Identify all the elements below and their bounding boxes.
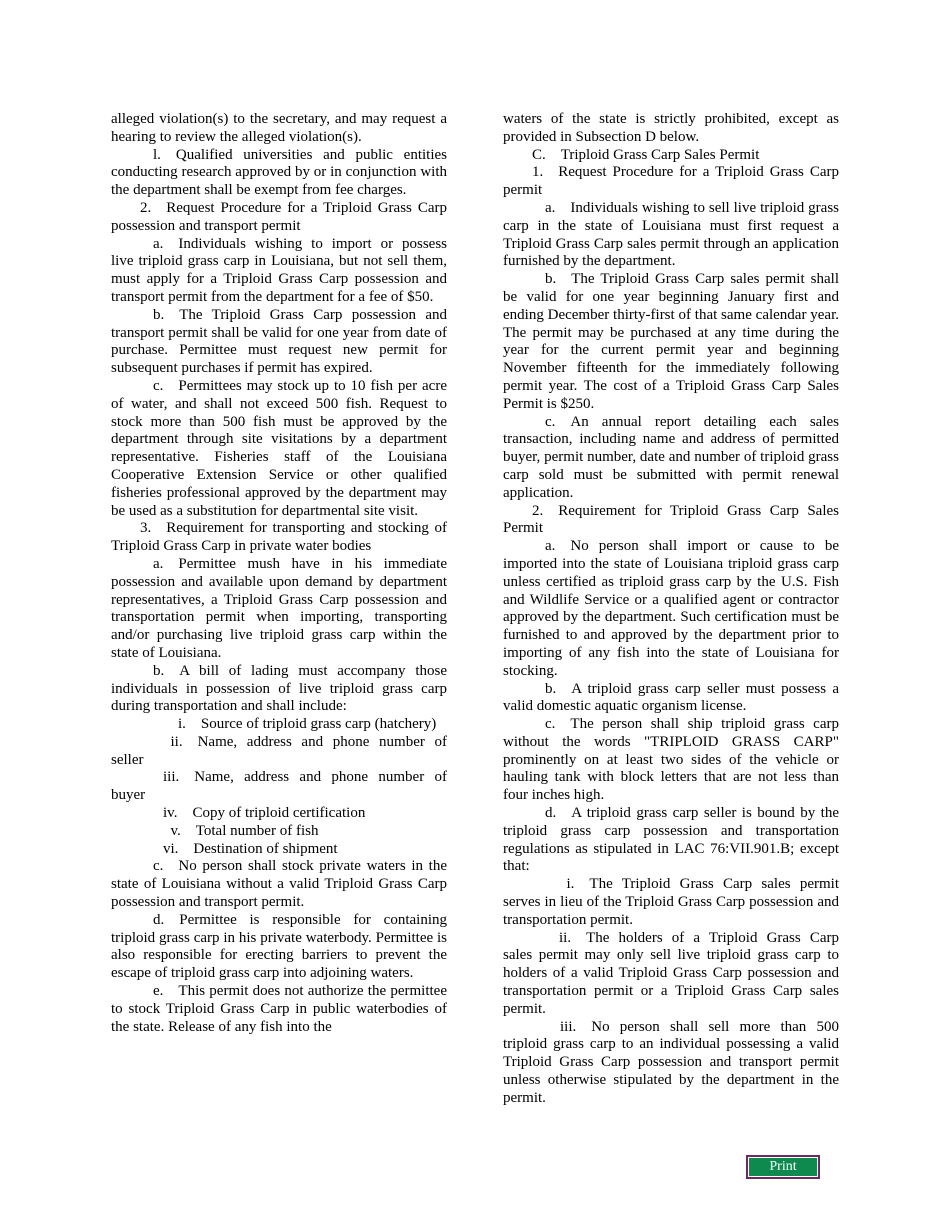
paragraph: b. The Triploid Grass Carp sales permit shall be valid for one year beginning January first and ending December thirty-first of that same calendar year. The permit may be purchased at any time during the year for the current permit year and beginning November fifteenth for the immediately following permit year. The cost of a Triploid Grass Carp Sales Permit is $250. [503,271,839,412]
paragraph: C. Triploid Grass Carp Sales Permit [532,146,760,163]
paragraph: d. A triploid grass carp seller is bound by the triploid grass carp possession and transportation regulations as stipulated in LAC 76:VII.901.B; except that: [503,805,839,875]
paragraph: 3. Requirement for transporting and stocking of Triploid Grass Carp in private water bodies [111,520,447,555]
paragraph: a. Permittee mush have in his immediate possession and available upon demand by department representatives, a Triploid Grass Carp possession and transportation permit when importing, transporting and/or purchasing live triploid grass carp within the state of Louisiana. [111,555,447,661]
paragraph: c. No person shall stock private waters in the state of Louisiana without a valid Triploid Grass Carp possession and transport permit. [111,858,447,911]
paragraph: a. Individuals wishing to sell live triploid grass carp in the state of Louisiana must first request a Triploid Grass Carp sales permit through an application furnished by the department. [503,199,839,270]
print-button[interactable]: Print [746,1155,820,1179]
paragraph: c. Permittees may stock up to 10 fish per acre of water, and shall not exceed 500 fish. Request to stock more than 500 fish must be approved by the department through site visitations by a department representative. Fisheries staff of the Louisiana Cooperative Extension Service or other qualified fisheries professional approved by the department may be used as a substitution for departmental site visit. [111,377,447,519]
paragraph: 2. Requirement for Triploid Grass Carp Sales Permit [503,502,839,537]
paragraph: iv. Copy of triploid certification [163,805,366,822]
paragraph: b. A triploid grass carp seller must possess a valid domestic aquatic organism license. [503,680,839,715]
paragraph: v. Total number of fish [163,822,319,839]
left-column [111,111,447,1036]
paragraph: i. Source of triploid grass carp (hatchery) [163,716,437,733]
paragraph: 2. Request Procedure for a Triploid Grass Carp possession and transport permit [111,199,447,234]
paragraph: vi. Destination of shipment [163,840,338,857]
paragraph: a. No person shall import or cause to be imported into the state of Louisiana triploid grass carp unless certified as triploid grass carp by the U.S. Fish and Wildlife Service or a qualified agent or contractor approved by the department. Such certification must be furnished to and approved by the department prior to importing of any fish into the state of Louisiana for stocking. [503,538,839,679]
paragraph: b. A bill of lading must accompany those individuals in possession of live triploid grass carp during transportation and shall include: [111,662,447,715]
paragraph: b. The Triploid Grass Carp possession and transport permit shall be valid for one year from date of purchase. Permittee must request new permit for subsequent purchases if permit has expired. [111,306,447,377]
right-column [503,111,839,1108]
paragraph: ii. The holders of a Triploid Grass Carp sales permit may only sell live triploid grass carp to holders of a valid Triploid Grass Carp possession and transportation permit or a Triploid Grass Carp sales permit. [503,929,839,1017]
paragraph: alleged violation(s) to the secretary, and may request a hearing to review the alleged violation(s). [111,111,447,145]
paragraph: iii. No person shall sell more than 500 triploid grass carp to an individual possessing a valid Triploid Grass Carp possession and transport permit unless otherwise stipulated by the department in the permit. [503,1018,839,1106]
paragraph: iii. Name, address and phone number of buyer [111,769,447,804]
paragraph: a. Individuals wishing to import or possess live triploid grass carp in Louisiana, but not sell them, must apply for a Triploid Grass Carp possession and transport permit from the department for a fee of $50. [111,235,447,305]
paragraph: waters of the state is strictly prohibited, except as provided in Subsection D below. [503,111,839,145]
paragraph: 1. Request Procedure for a Triploid Grass Carp permit [503,164,839,199]
paragraph: i. The Triploid Grass Carp sales permit serves in lieu of the Triploid Grass Carp possession and transportation permit. [503,876,839,928]
paragraph: c. The person shall ship triploid grass carp without the words "TRIPLOID GRASS CARP" prominently on at least two sides of the vehicle or hauling tank with block letters that are not less than four inches high. [503,716,839,804]
paragraph: d. Permittee is responsible for containing triploid grass carp in his private waterbody. Permittee is also responsible for erecting barriers to prevent the escape of triploid grass carp into adjoining waters. [111,911,447,982]
paragraph: l. Qualified universities and public entities conducting research approved by or in conjunction with the department shall be exempt from fee charges. [111,146,447,199]
paragraph: c. An annual report detailing each sales transaction, including name and address of permitted buyer, permit number, date and number of triploid grass carp sold must be submitted with permit renewal application. [503,413,839,501]
paragraph: ii. Name, address and phone number of seller [111,733,447,768]
paragraph: e. This permit does not authorize the permittee to stock Triploid Grass Carp in public waterbodies of the state. Release of any fish into the [111,983,447,1035]
